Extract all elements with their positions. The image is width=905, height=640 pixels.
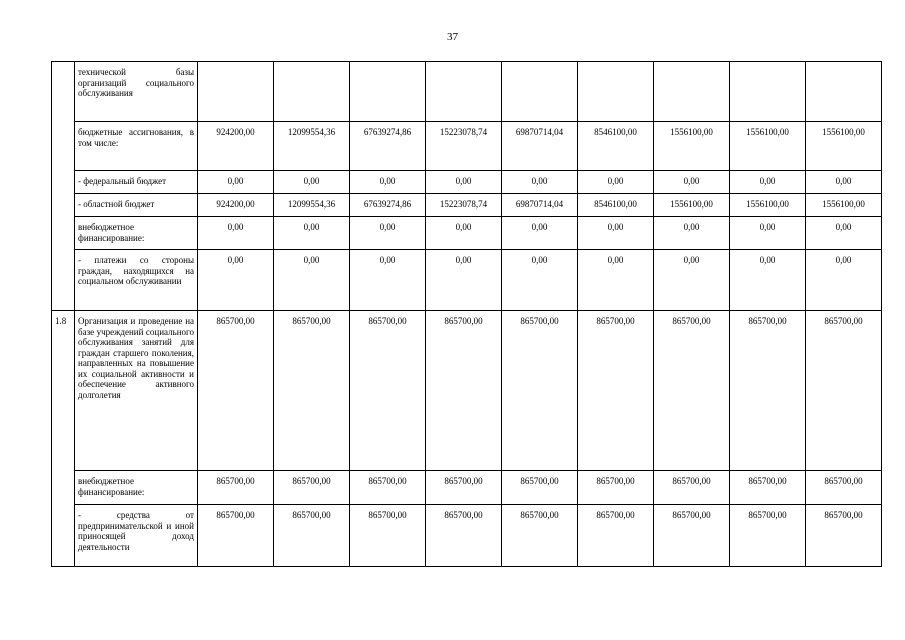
value-cell: 865700,00 [806,505,882,567]
description-cell: Организация и проведение на базе учреждений социального обслуживания занятий для граждан старшего поколения, направленных на повышение их социальной активности и обеспечение активного долголетия [75,311,198,471]
value-cell: 15223078,74 [426,122,502,171]
value-cell: 1556100,00 [806,122,882,171]
value-cell: 865700,00 [350,471,426,505]
value-cell: 0,00 [806,250,882,311]
value-cell [502,62,578,122]
value-cell: 0,00 [730,217,806,250]
value-cell: 865700,00 [578,471,654,505]
value-cell: 8546100,00 [578,122,654,171]
value-cell: 865700,00 [730,471,806,505]
value-cell [274,62,350,122]
value-cell: 0,00 [350,171,426,194]
value-cell: 0,00 [426,217,502,250]
value-cell: 0,00 [654,250,730,311]
value-cell: 0,00 [274,217,350,250]
value-cell: 67639274,86 [350,122,426,171]
description-cell: - платежи со стороны граждан, находящихся на социальном обслуживании [75,250,198,311]
value-cell: 0,00 [806,171,882,194]
value-cell [198,62,274,122]
value-cell: 1556100,00 [730,122,806,171]
row-number-cell [52,171,75,194]
value-cell: 865700,00 [502,311,578,471]
value-cell: 865700,00 [198,471,274,505]
description-cell: - федеральный бюджет [75,171,198,194]
table-row [52,250,882,311]
value-cell: 865700,00 [654,471,730,505]
row-number-cell [52,250,75,311]
value-cell: 865700,00 [274,311,350,471]
value-cell: 865700,00 [578,311,654,471]
value-cell: 0,00 [654,217,730,250]
value-cell: 865700,00 [274,471,350,505]
value-cell: 0,00 [502,217,578,250]
value-cell: 1556100,00 [730,194,806,217]
budget-table [51,61,882,567]
description-cell: технической базы организаций социального обслуживания [75,62,198,122]
table-row [52,62,882,122]
value-cell: 865700,00 [274,505,350,567]
value-cell: 0,00 [350,250,426,311]
row-number-cell: 1.8 [52,311,75,471]
value-cell: 12099554,36 [274,122,350,171]
value-cell [578,62,654,122]
table-row [52,171,882,194]
value-cell: 0,00 [198,250,274,311]
row-number-cell [52,505,75,567]
description-cell: бюджетные ассигнования, в том числе: [75,122,198,171]
row-number-cell [52,217,75,250]
value-cell: 0,00 [806,217,882,250]
value-cell: 0,00 [350,217,426,250]
value-cell: 15223078,74 [426,194,502,217]
value-cell: 924200,00 [198,194,274,217]
value-cell: 865700,00 [198,311,274,471]
value-cell: 865700,00 [654,505,730,567]
table-row [52,471,882,505]
row-number-cell [52,471,75,505]
value-cell: 0,00 [274,171,350,194]
row-number-cell [52,194,75,217]
value-cell: 865700,00 [426,505,502,567]
value-cell: 8546100,00 [578,194,654,217]
table-row [52,122,882,171]
table-row [52,194,882,217]
table-body [52,62,882,567]
value-cell: 0,00 [730,171,806,194]
value-cell: 1556100,00 [654,122,730,171]
value-cell: 0,00 [198,171,274,194]
value-cell [730,62,806,122]
value-cell: 69870714,04 [502,122,578,171]
value-cell: 865700,00 [578,505,654,567]
value-cell: 69870714,04 [502,194,578,217]
row-number-cell [52,122,75,171]
value-cell: 67639274,86 [350,194,426,217]
value-cell: 865700,00 [426,471,502,505]
value-cell [350,62,426,122]
value-cell: 0,00 [198,217,274,250]
value-cell: 865700,00 [502,471,578,505]
value-cell: 0,00 [654,171,730,194]
description-cell: внебюджетное финансирование: [75,471,198,505]
value-cell: 0,00 [578,171,654,194]
value-cell: 12099554,36 [274,194,350,217]
value-cell: 0,00 [730,250,806,311]
description-cell: - областной бюджет [75,194,198,217]
value-cell: 865700,00 [426,311,502,471]
value-cell: 865700,00 [654,311,730,471]
description-cell: - средства от предпринимательской и иной приносящей доход деятельности [75,505,198,567]
value-cell: 0,00 [274,250,350,311]
value-cell [654,62,730,122]
value-cell: 1556100,00 [806,194,882,217]
value-cell: 0,00 [502,250,578,311]
row-number-cell [52,62,75,122]
page-number: 37 [447,31,458,43]
value-cell: 0,00 [502,171,578,194]
value-cell: 865700,00 [730,505,806,567]
value-cell: 1556100,00 [654,194,730,217]
value-cell: 865700,00 [198,505,274,567]
value-cell: 865700,00 [806,311,882,471]
value-cell: 924200,00 [198,122,274,171]
table-row [52,505,882,567]
value-cell: 865700,00 [350,505,426,567]
description-cell: внебюджетное финансирование: [75,217,198,250]
value-cell: 0,00 [578,217,654,250]
value-cell [806,62,882,122]
value-cell: 0,00 [578,250,654,311]
value-cell: 865700,00 [730,311,806,471]
value-cell: 865700,00 [806,471,882,505]
table-row [52,311,882,471]
table-row [52,217,882,250]
value-cell: 865700,00 [502,505,578,567]
value-cell: 0,00 [426,171,502,194]
value-cell: 0,00 [426,250,502,311]
value-cell: 865700,00 [350,311,426,471]
value-cell [426,62,502,122]
